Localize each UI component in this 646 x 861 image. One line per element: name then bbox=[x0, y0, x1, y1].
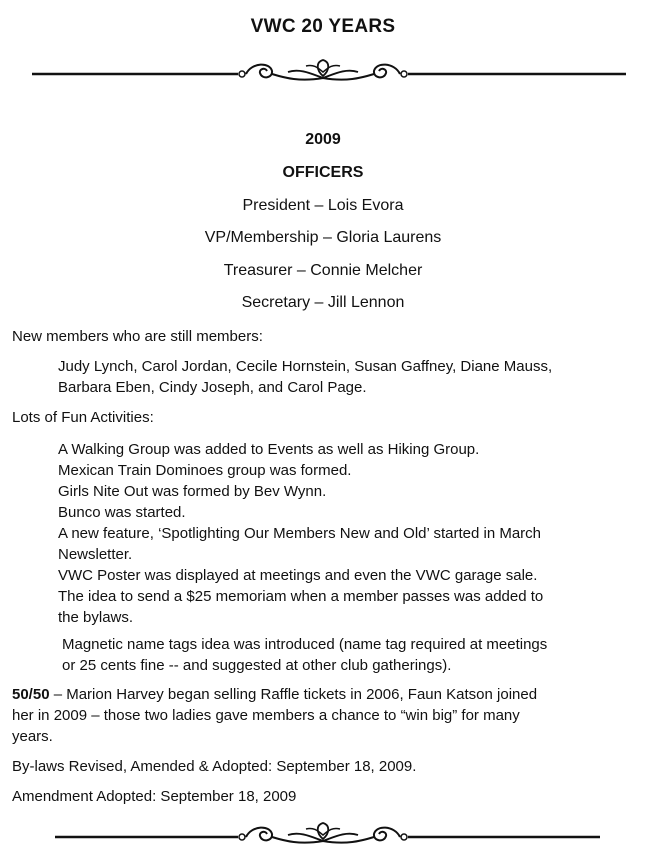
bylaws-note: By-laws Revised, Amended & Adopted: September 18, 2009. bbox=[12, 758, 417, 775]
ornamental-divider-bottom bbox=[0, 819, 646, 849]
activity-line: Girls Nite Out was formed by Bev Wynn. bbox=[58, 483, 327, 500]
officer-treasurer: Treasurer – Connie Melcher bbox=[223, 262, 423, 279]
activity-line: Newsletter. bbox=[58, 546, 133, 563]
activity-line: Mexican Train Dominoes group was formed. bbox=[58, 462, 352, 479]
officer-vp-membership: VP/Membership – Gloria Laurens bbox=[204, 229, 442, 246]
officers-heading: OFFICERS bbox=[282, 164, 364, 181]
activity-line: VWC Poster was displayed at meetings and even the VWC garage sale. bbox=[58, 567, 538, 584]
new-members-list bbox=[58, 356, 638, 398]
officer-secretary: Secretary – Jill Lennon bbox=[241, 294, 405, 311]
fifty-fifty-paragraph bbox=[12, 684, 637, 747]
page-title: VWC 20 YEARS bbox=[250, 16, 396, 37]
activity-line: or 25 cents fine -- and suggested at other club gatherings). bbox=[62, 657, 452, 674]
officer-president: President – Lois Evora bbox=[242, 197, 404, 214]
flourish-ornament-icon bbox=[0, 819, 646, 849]
fifty-fifty-text: years. bbox=[12, 728, 53, 745]
flourish-ornament-icon bbox=[0, 58, 646, 88]
new-members-line: Barbara Eben, Cindy Joseph, and Carol Page. bbox=[58, 379, 367, 396]
activity-line: The idea to send a $25 memoriam when a member passes was added to bbox=[58, 588, 544, 605]
amendment-note: Amendment Adopted: September 18, 2009 bbox=[12, 788, 297, 805]
activity-line: the bylaws. bbox=[58, 609, 134, 626]
fifty-fifty-text: her in 2009 – those two ladies gave members a chance to “win big” for many bbox=[12, 707, 520, 724]
year-heading: 2009 bbox=[305, 131, 341, 148]
activity-line: Magnetic name tags idea was introduced (name tag required at meetings bbox=[62, 636, 548, 653]
activities-heading: Lots of Fun Activities: bbox=[12, 409, 154, 426]
activity-line: A Walking Group was added to Events as well as Hiking Group. bbox=[58, 441, 480, 458]
activities-list bbox=[58, 439, 638, 628]
activity-line: A new feature, ‘Spotlighting Our Members New and Old’ started in March bbox=[58, 525, 542, 542]
activity-line: Bunco was started. bbox=[58, 504, 186, 521]
new-members-line: Judy Lynch, Carol Jordan, Cecile Hornstein, Susan Gaffney, Diane Mauss, bbox=[58, 358, 553, 375]
new-members-heading: New members who are still members: bbox=[12, 328, 263, 345]
fifty-fifty-label: 50/50 bbox=[12, 686, 50, 703]
fifty-fifty-text: – Marion Harvey began selling Raffle tickets in 2006, Faun Katson joined bbox=[49, 686, 538, 703]
ornamental-divider-top bbox=[0, 58, 646, 88]
magnetic-name-tags-note bbox=[62, 634, 638, 676]
